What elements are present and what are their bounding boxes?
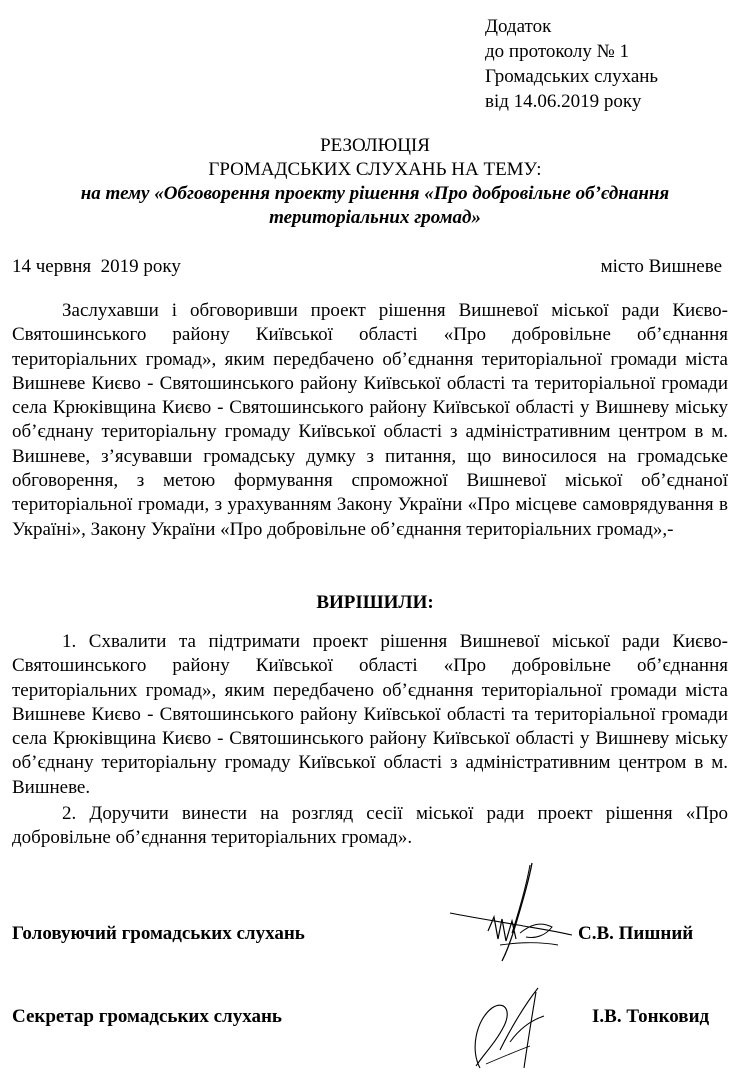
secretary-name: І.В. Тонковид [592,1006,710,1027]
document-heading [0,134,750,230]
intro-paragraph: Заслухавши і обговоривши проект рішення Вишневої міської ради Києво-Святошинського району Київської області «Про добровільне об’єднання територіальних громад», яким передбачено об’єднання територіальної громади міста Вишневе Києво - Святошинського району Київської області та територіальної громади села Крюківщина Києво - Святошинського району Київської області у Вишневу міську об’єднану територіальну громаду Київської області з адміністративним центром в м. Вишневе, з’ясувавши громадську думку з питання, що виносилося на громадське обговорення, з метою формування спроможної Вишневої міської об’єднаної територіальної громади, з урахуванням Закону України «Про місцеве самоврядування в Україні», Закону України «Про добровільне об’єднання територіальних громад»,- [12,300,728,540]
resolution-item-2: 2. Доручити винести на розгляд сесії міської ради проект рішення «Про добровільне об’єднання територіальних громад». [12,803,728,849]
decided-heading: ВИРІШИЛИ: [316,592,434,613]
secretary-signature [440,980,570,1075]
secretary-role: Секретар громадських слухань [12,1006,282,1027]
document-subtitle: ГРОМАДСЬКИХ СЛУХАНЬ НА ТЕМУ: [208,159,542,180]
chair-role: Головуючий громадських слухань [12,923,305,944]
chair-name: С.В. Пишний [578,923,694,944]
document-date: 14 червня 2019 року [12,256,181,277]
addendum-line: до протоколу № 1 [485,41,630,62]
topic-text: на тему «Обговорення проекту рішення «Про добровільне об’єднання територіальних громад» [80,183,670,228]
resolution-item-1: 1. Схвалити та підтримати проект рішення Вишневої міської ради Києво-Святошинського району Київської області «Про добровільне об’єднання територіальних громад», яким передбачено об’єднання територіальної громади міста Вишневе Києво - Святошинського району Київської області та територіальної громади села Крюківщина Києво - Святошинського району Київської області у Вишневу міську об’єднану територіальну громаду Київської області з адміністративним центром в м. Вишневе. [12,631,728,798]
addendum-line: Додаток [485,16,552,37]
document-title: РЕЗОЛЮЦІЯ [320,135,430,156]
addendum-line: від 14.06.2019 року [485,91,642,112]
chair-signature [440,855,580,965]
addendum-line: Громадських слухань [485,66,659,87]
document-topic [45,182,705,230]
addendum-note [485,14,658,114]
document-city: місто Вишневе [600,256,722,277]
